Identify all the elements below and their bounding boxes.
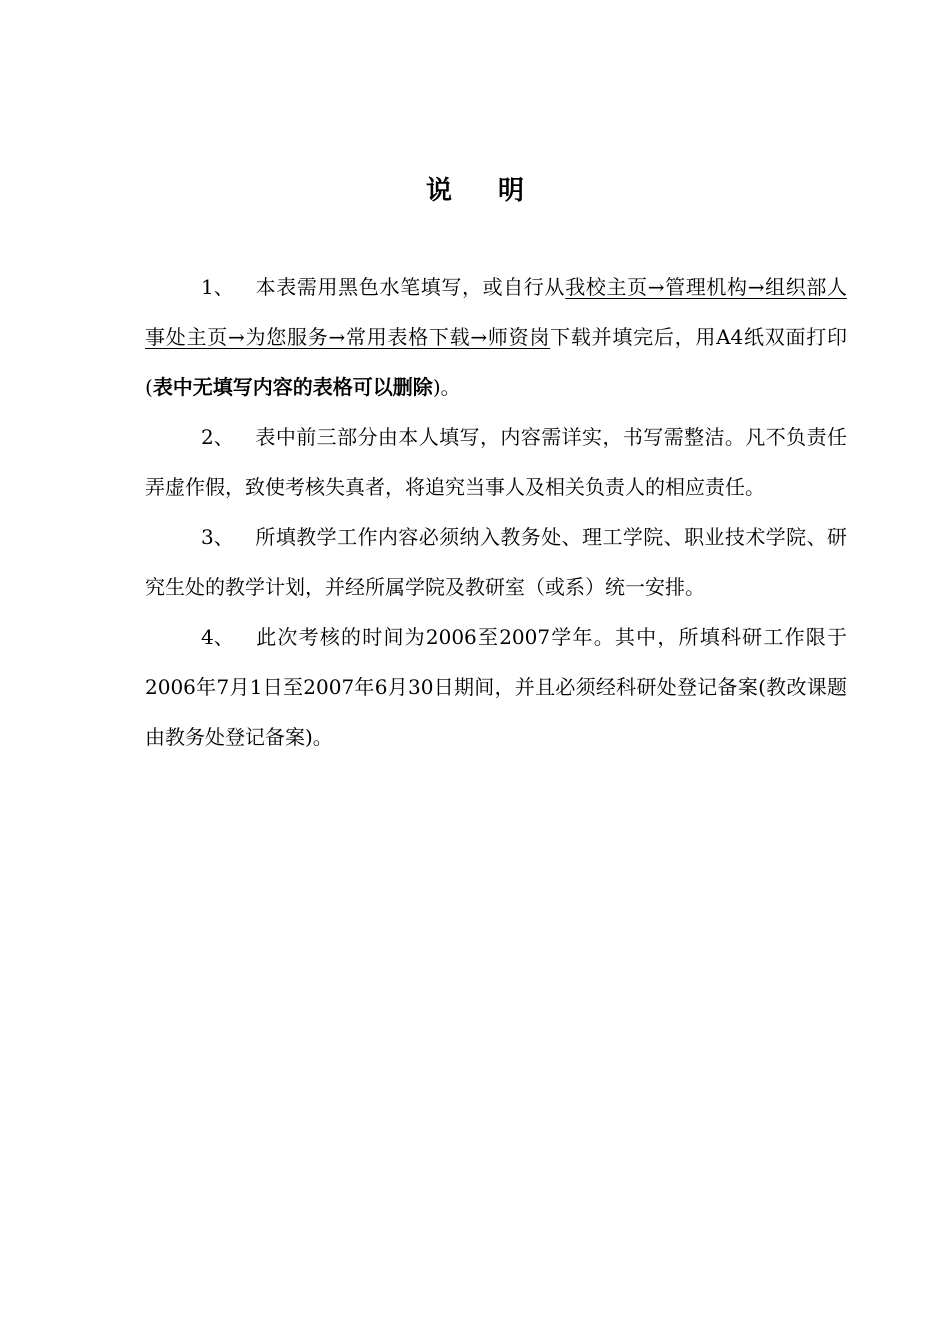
instruction-item-3	[145, 512, 847, 612]
item-text: 本表需用黑色水笔填写，或自行从	[255, 275, 566, 299]
page-title	[0, 170, 950, 207]
item-number: 1、	[201, 275, 234, 299]
item-number: 2、	[201, 425, 234, 449]
instructions-body	[145, 262, 847, 762]
item-text-end: )。	[432, 375, 461, 399]
item-text: 此次考核的时间为2006至2007学年。其中，所填科研工作限于2006年7月1日至2007年6月30日期间，并且必须经科研处登记备案(教改课题由教务处登记备案)。	[145, 625, 847, 749]
website-path-link: 我校主页→管理机构→组织部人事处主页→为您服务→常用表格下载→师资岗	[145, 275, 848, 349]
instruction-item-4	[145, 612, 847, 762]
item-text: 表中前三部分由本人填写，内容需详实，书写需整洁。凡不负责任弄虚作假，致使考核失真者，将追究当事人及相关负责人的相应责任。	[145, 425, 847, 499]
item-text-continued: 下载并填完后，用A4纸双面打印(	[145, 325, 847, 399]
instruction-item-2	[145, 412, 847, 512]
bold-note: 表中无填写内容的表格可以删除	[152, 375, 433, 399]
item-number: 4、	[201, 625, 234, 649]
title-char-2: 明	[498, 176, 525, 206]
title-char-1: 说	[425, 176, 452, 206]
instruction-item-1	[145, 262, 847, 412]
item-number: 3、	[201, 525, 234, 549]
item-text: 所填教学工作内容必须纳入教务处、理工学院、职业技术学院、研究生处的教学计划，并经所属学院及教研室（或系）统一安排。	[145, 525, 847, 599]
